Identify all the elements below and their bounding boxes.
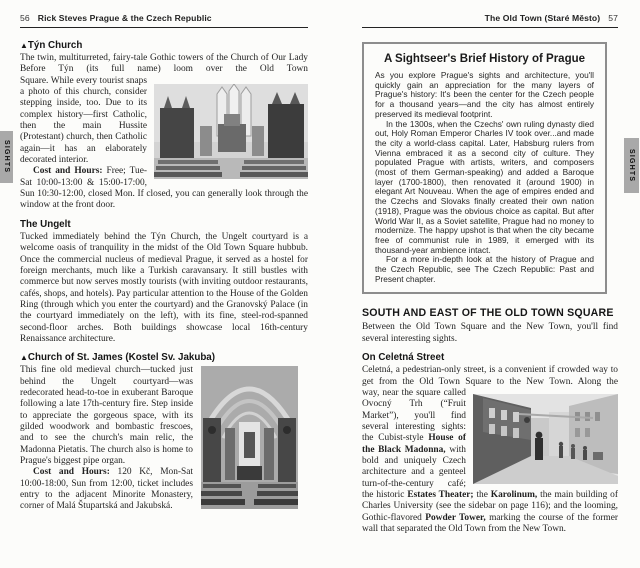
heading-ungelt: The Ungelt <box>20 218 71 230</box>
heading-tyn-church: ▲Týn Church <box>20 40 83 51</box>
south-east-paragraph: Between the Old Town Square and the New Town, you'll find several interesting sights. <box>362 322 618 344</box>
sidebar-box-title: A Sightseer's Brief History of Prague <box>383 53 586 65</box>
sights-tab-right: SIGHTS <box>624 138 639 193</box>
section-south-east <box>362 307 618 345</box>
sidebar-box-paragraph: For a more in-depth look at the history of Prague and the Czech Republic, see The Czech Republic: Past and Present chapter. <box>375 254 594 284</box>
heading-st-james: ▲Church of St. James (Kostel Sv. Jakuba) <box>20 352 216 364</box>
page-left <box>20 13 308 513</box>
sidebar-box-paragraph: As you explore Prague's sights and architecture, you'll quickly gain an appreciation for the many layers of Prague's history: It's been the center for the Czech people for a thousand years—and the city has almost entirely preserved its medieval footprint. <box>375 70 594 119</box>
section-celetna <box>362 352 618 535</box>
sidebar-history-box <box>362 42 607 294</box>
heading-south-east: SOUTH AND EAST OF THE OLD TOWN SQUARE <box>362 307 614 320</box>
ungelt-paragraph: Tucked immediately behind the Týn Church, the Ungelt courtyard is a welcome oasis of tranquility in the midst of the Old Town Square hubbub. Once the commercial nucleus of medieval Prague, it served as a hostel for foreign merchants, much like a Turkish caravansary. It still bustles with commerce but now serves mostly tourists (with inviting outdoor restaurants, cafés, shops, and hotels). Pay particular attention to the House of the Golden Ring (through which you enter the courtyard) and the Granovský Palace (in the courtyard immediately on the left), with its fine, steel-rod-spanned second-floor arches. Both buildings showcase local 16th-century Renaissance architecture. <box>20 231 308 344</box>
running-head-title-right: The Old Town (Staré Město) <box>484 13 601 23</box>
sidebar-box-paragraph: In the 1300s, when the Czechs' own ruling dynasty died out, Holy Roman Emperor Charles IV took over...and made the city a world-class capital. Later, Habsburg rulers from Vienna embraced it as a second city of culture. They populated Prague with artists, writers, and composers (most of them German-speaking) and added a Baroque layer (1700-1800), then renovated it (around 1900) in elegant Art Nouveau. When the age of empires ended and the Czechs and Slovaks finally created their own nation (1918), Prague was the obvious choice as capital. But after World War II, as a Soviet satellite, Prague had no money to modernize. The happy upshot is that when the city became free of communist rule in 1989, it emerged with its thousand-year ambience intact. <box>375 118 594 255</box>
page-number-left: 56 <box>20 13 30 23</box>
section-st-james <box>20 352 308 513</box>
celetna-street-photo <box>473 394 618 484</box>
section-ungelt <box>20 219 308 345</box>
running-head-title-left: Rick Steves Prague & the Czech Republic <box>37 13 212 23</box>
tyn-paragraph-intro: The twin, multiturreted, fairy-tale Gothic towers of the Church of Our Lady Before Týn (its full name) loom over the Old Town <box>20 53 308 75</box>
section-tyn-church <box>20 40 308 212</box>
triangle-rating-icon: ▲ <box>20 41 28 50</box>
st-james-cost-and-hours: Cost and Hours: 120 Kč, Mon-Sat 10:00-18:00, Sun from 12:00, ticket includes entry to the adjacent Minorite Monastery, corner of Malá Štupartská and Jakubská. <box>20 467 194 512</box>
st-james-paragraph: This fine old medieval church—tucked just behind the Ungelt courtyard—was redecorated head-to-toe in exuberant Baroque following a late 17th-century fire. Step inside to appreciate the gorgeous space, with its gilded woodwork and bombastic frescoes, and to see the church's main relic, the Madonna Pietatis. The church also is home to Prague's biggest pipe organ. <box>20 365 308 467</box>
celetna-paragraph-wrapped: way, near the square called Ovocný Trh (“Fruit Market”), you'll find several interesting sights: the Cubist-style House of the Black Madonna, with bold and uniquely Czech architecture and a genteel turn-of-the-century café; the historic Estates Theater; the Karolinum, the main building of Charles University (see the sidebar on page 116); and the looming, Gothic-flavored Powder Tower, marking the course of the former wall that separated the Old Town from the New Town. <box>362 387 618 534</box>
tyn-paragraph-wrapped: Square. While every tourist snaps a photo of this church, consider stepping inside, too. Due to its complex history—first Catholic, then the main Hussite (Protestant) church, then Catholic again—it has an elaborately decorated interior. <box>20 76 308 167</box>
celetna-paragraph-intro: Celetná, a pedestrian-only street, is a convenient if crowded way to get from the Old Town Square to the New Town. Along the <box>362 365 618 387</box>
triangle-rating-icon: ▲ <box>20 353 28 363</box>
sights-tab-left: SIGHTS <box>0 131 13 183</box>
running-head-right <box>362 13 618 28</box>
running-head-left <box>20 13 308 28</box>
tyn-cost-and-hours: Cost and Hours: Free; Tue-Sat 10:00-13:00 & 15:00-17:00, Sun 10:30-12:00, closed Mon. If closed, you can generally look through the window at the front door. <box>20 166 308 211</box>
heading-celetna: On Celetná Street <box>362 352 445 364</box>
page-right <box>362 13 618 535</box>
st-james-church-interior-photo <box>201 366 298 509</box>
page-number-right: 57 <box>608 13 618 23</box>
tyn-church-interior-photo <box>154 84 308 179</box>
